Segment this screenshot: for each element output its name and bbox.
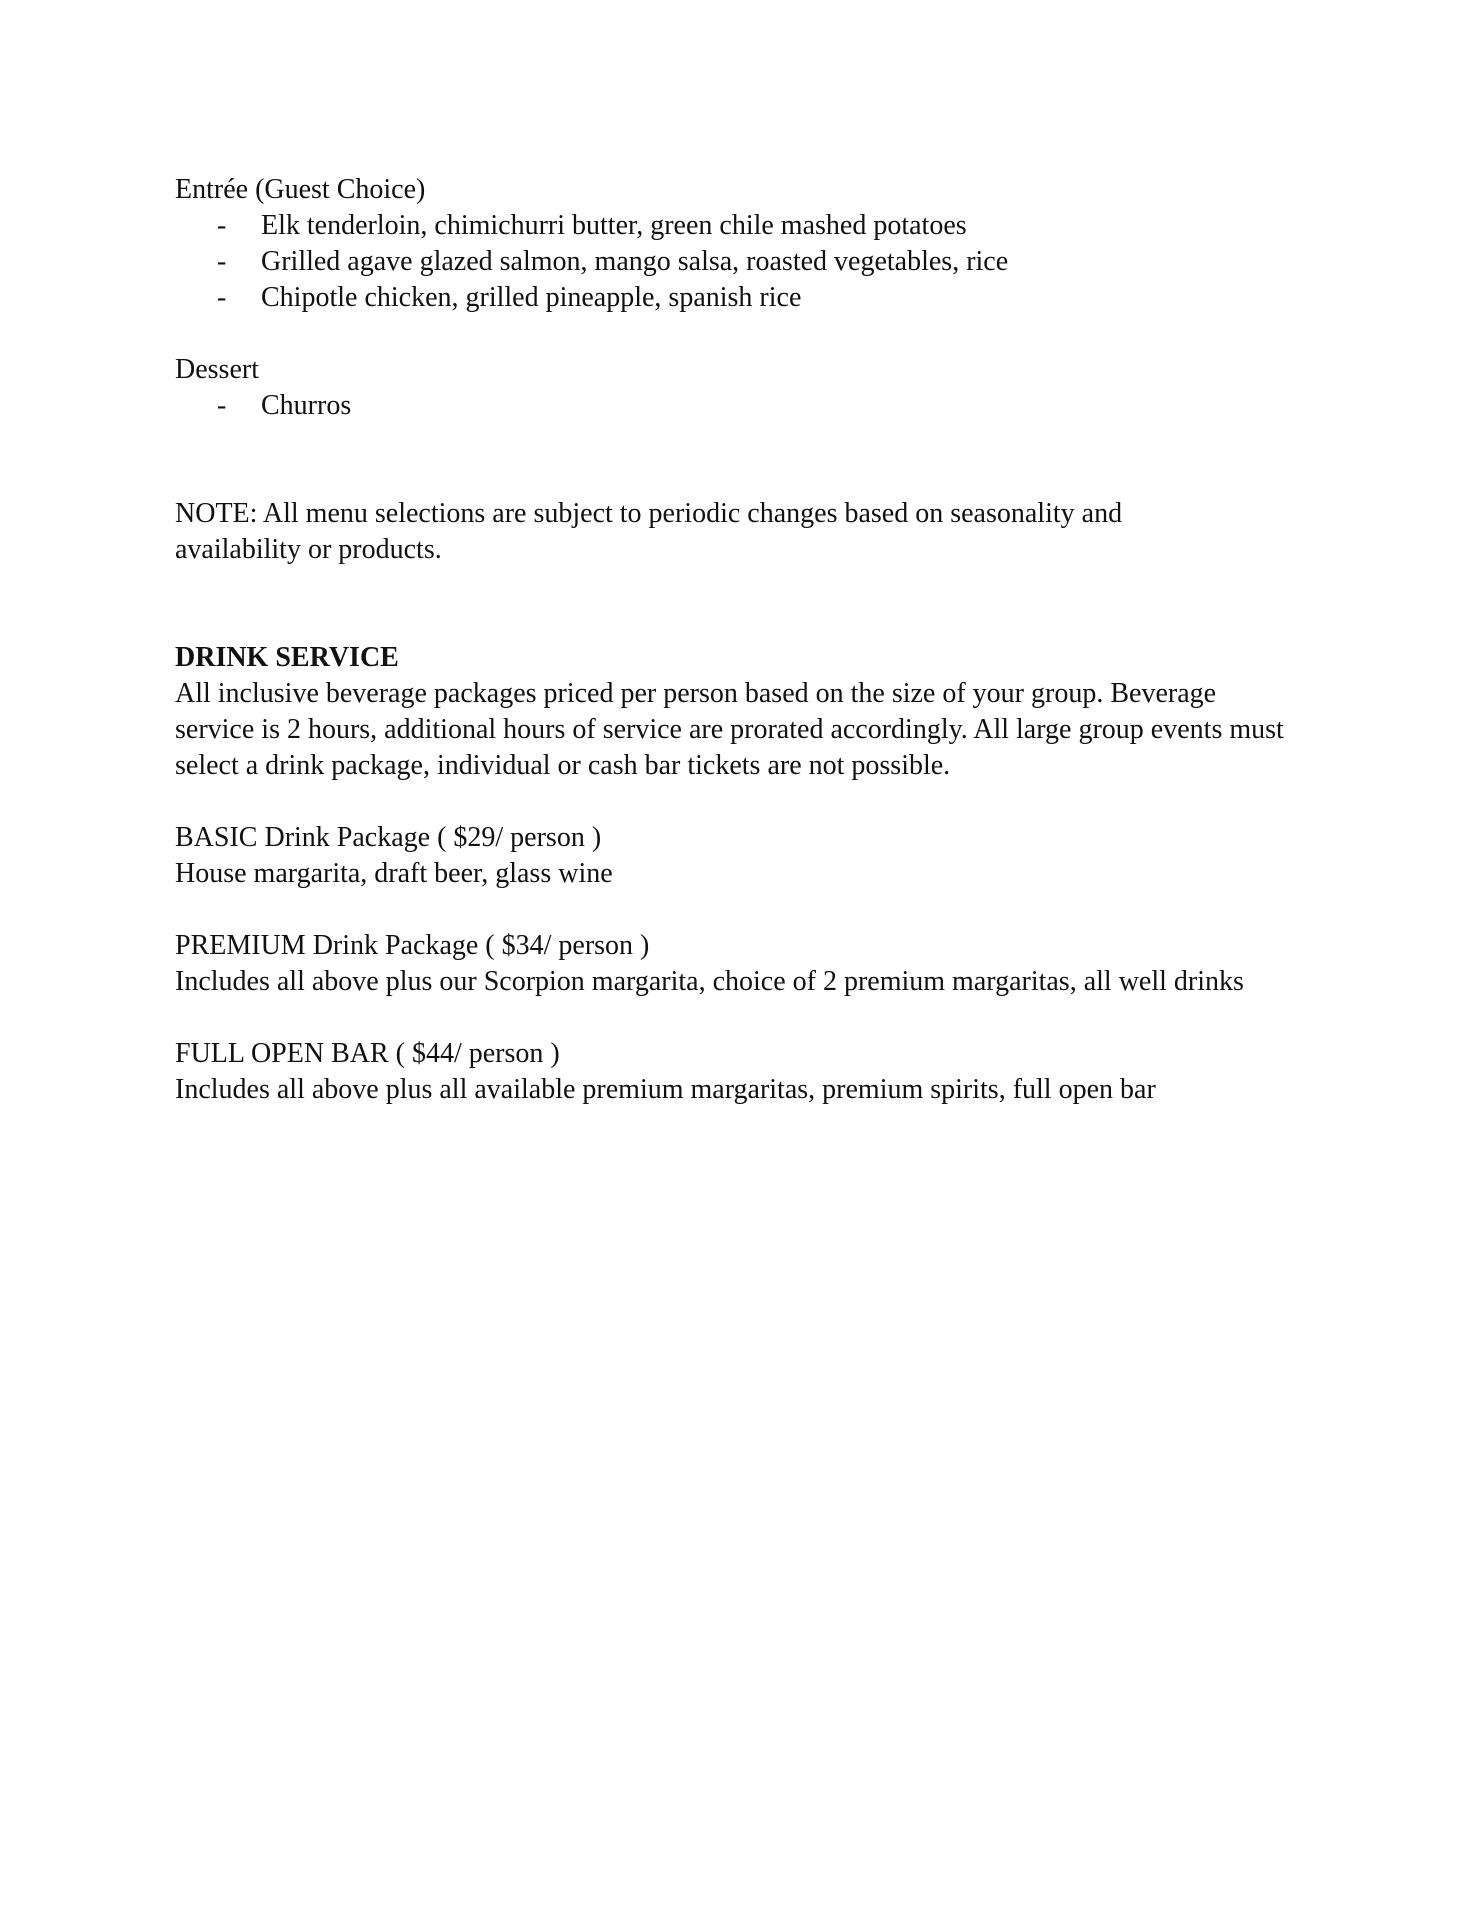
drink-service-title: DRINK SERVICE [175, 642, 399, 673]
dessert-list [175, 388, 1335, 424]
drink-package-open-bar [175, 1036, 1335, 1108]
spacer [175, 316, 1335, 352]
list-item [175, 280, 1335, 316]
package-details: House margarita, draft beer, glass wine [175, 858, 613, 889]
spacer [175, 1000, 1335, 1036]
dash-bullet: - [217, 210, 227, 241]
entree-item-label: Chipotle chicken, grilled pineapple, spanish rice [261, 282, 802, 313]
dessert-section [175, 352, 1335, 424]
menu-note: NOTE: All menu selections are subject to periodic changes based on seasonality and availability or products. [175, 498, 1123, 565]
package-name: FULL OPEN BAR ( $44/ person ) [175, 1038, 560, 1069]
spacer [175, 892, 1335, 928]
list-item [175, 208, 1335, 244]
package-name: PREMIUM Drink Package ( $34/ person ) [175, 930, 650, 961]
drink-package-basic [175, 820, 1335, 892]
dash-bullet: - [217, 390, 227, 421]
entree-item-label: Grilled agave glazed salmon, mango salsa, roasted vegetables, rice [261, 246, 1009, 277]
package-name: BASIC Drink Package ( $29/ person ) [175, 822, 602, 853]
dessert-item-label: Churros [261, 390, 352, 421]
drink-package-premium [175, 928, 1335, 1000]
spacer [175, 424, 1335, 496]
entree-title: Entrée (Guest Choice) [175, 174, 426, 205]
dash-bullet: - [217, 246, 227, 277]
dessert-title: Dessert [175, 354, 259, 385]
drink-service-description: All inclusive beverage packages priced per person based on the size of your group. Beverage service is 2 hours, additional hours of service are prorated accordingly. All large group events must select a drink package, individual or cash bar tickets are not possible. [175, 678, 1284, 781]
list-item [175, 244, 1335, 280]
document-page [175, 172, 1335, 1108]
spacer [175, 784, 1335, 820]
package-details: Includes all above plus our Scorpion margarita, choice of 2 premium margaritas, all well drinks [175, 966, 1244, 997]
list-item [175, 388, 1335, 424]
entree-section [175, 172, 1335, 316]
package-details: Includes all above plus all available premium margaritas, premium spirits, full open bar [175, 1074, 1156, 1105]
drink-service-section [175, 640, 1335, 1108]
entree-item-label: Elk tenderloin, chimichurri butter, green chile mashed potatoes [261, 210, 967, 241]
spacer [175, 568, 1335, 640]
entree-list [175, 208, 1335, 316]
dash-bullet: - [217, 282, 227, 313]
